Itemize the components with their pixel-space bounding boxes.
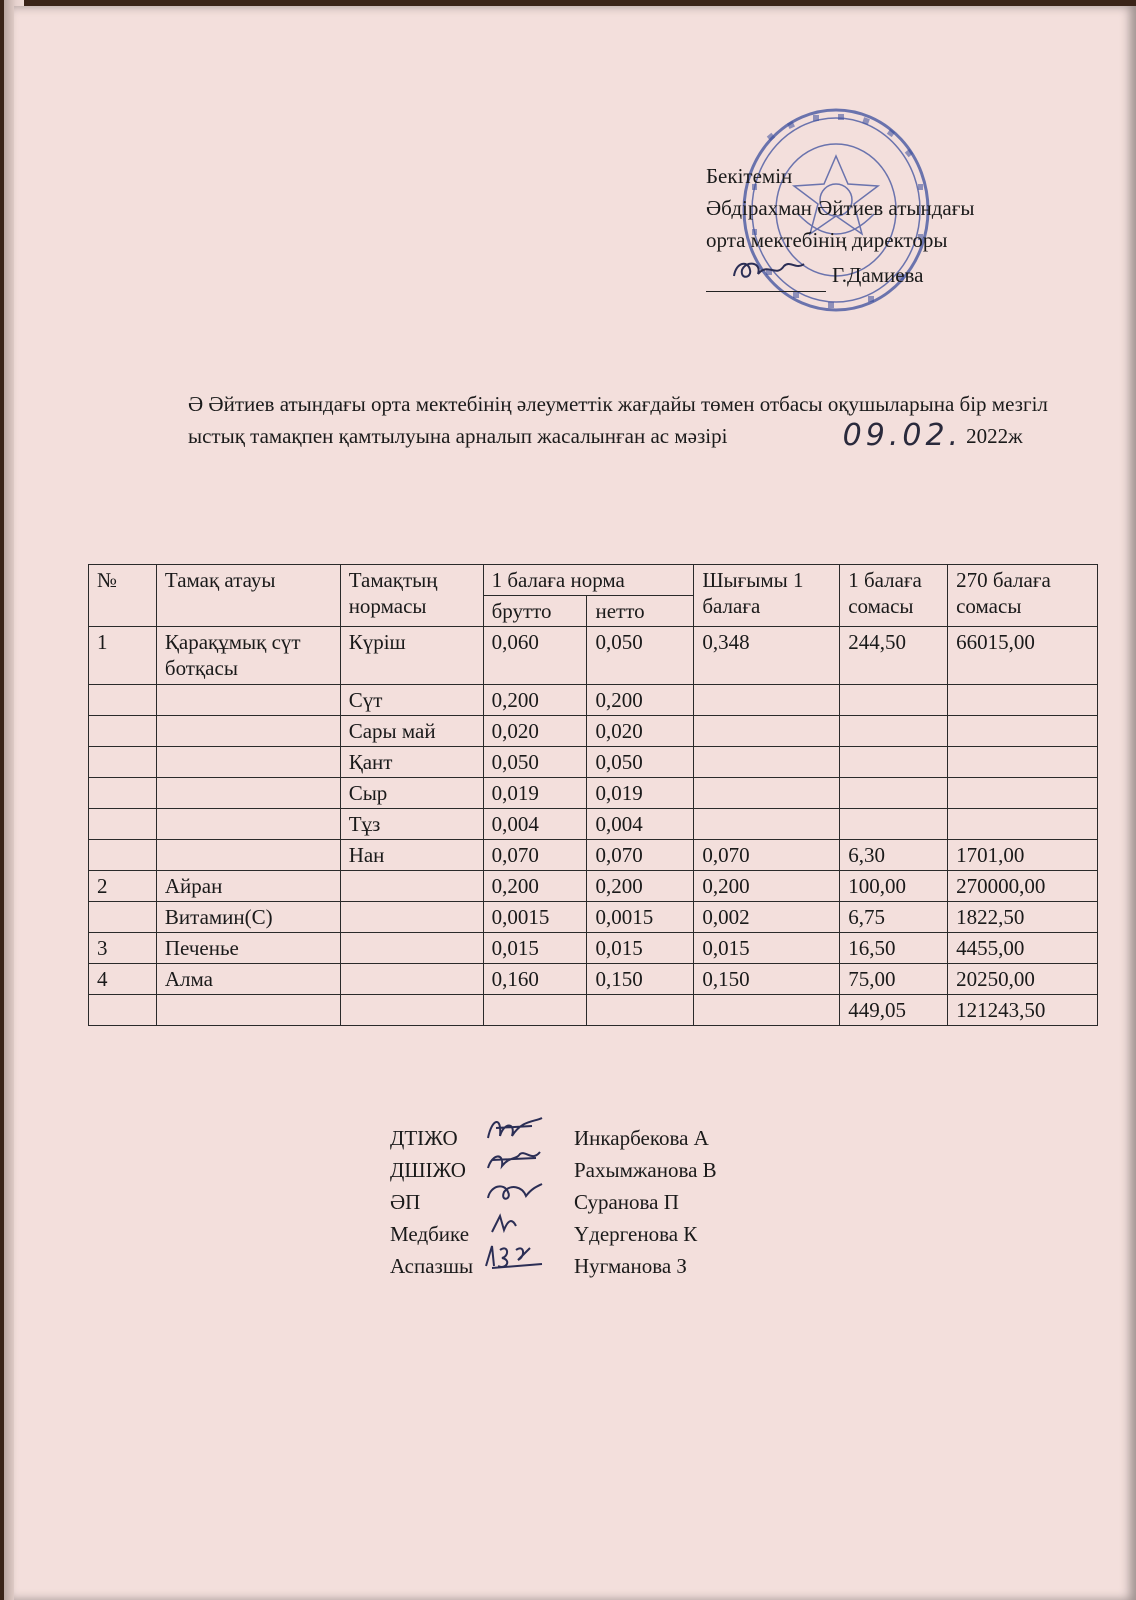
director-name: Г.Дамиева (832, 263, 924, 287)
menu-table (88, 564, 1098, 1026)
cell-output: 0,150 (694, 964, 840, 995)
cell-sum1: 75,00 (840, 964, 948, 995)
cell-norm: Қант (340, 747, 483, 778)
cell-name (156, 840, 340, 871)
cell-norm (340, 964, 483, 995)
handwritten-date: 09.02. (842, 418, 963, 453)
cell-norm: Сүт (340, 685, 483, 716)
cell-norm: Күріш (340, 627, 483, 685)
cell-output (694, 778, 840, 809)
signer-row (390, 1186, 890, 1218)
cell-norm: Сары май (340, 716, 483, 747)
cell-sum270 (948, 747, 1098, 778)
table-row (89, 840, 1098, 871)
cell-norm (340, 933, 483, 964)
cell-name: Қарақұмық сүт ботқасы (156, 627, 340, 685)
cell-brutto (483, 995, 587, 1026)
cell-output: 0,002 (694, 902, 840, 933)
cell-netto (587, 995, 694, 1026)
cell-num (89, 747, 157, 778)
header-name: Тамақ атауы (156, 565, 340, 627)
cell-brutto: 0,060 (483, 627, 587, 685)
cell-netto: 0,050 (587, 747, 694, 778)
signer-row (390, 1218, 890, 1250)
handwritten-signature-icon (482, 1178, 552, 1212)
handwritten-signature-icon (482, 1146, 552, 1180)
cell-sum270: 66015,00 (948, 627, 1098, 685)
cell-netto: 0,200 (587, 685, 694, 716)
cell-output: 0,348 (694, 627, 840, 685)
cell-name (156, 685, 340, 716)
table-body (89, 627, 1098, 1026)
cell-sum270: 20250,00 (948, 964, 1098, 995)
cell-netto: 0,019 (587, 778, 694, 809)
cell-netto: 0,015 (587, 933, 694, 964)
approval-block (706, 160, 1106, 292)
cell-norm (340, 902, 483, 933)
cell-brutto: 0,0015 (483, 902, 587, 933)
handwritten-signature-icon (482, 1242, 552, 1276)
cell-output: 0,070 (694, 840, 840, 871)
table-row (89, 627, 1098, 685)
signer-row (390, 1122, 890, 1154)
handwritten-signature-icon (482, 1210, 552, 1244)
cell-name (156, 778, 340, 809)
header-num: № (89, 565, 157, 627)
cell-sum1: 244,50 (840, 627, 948, 685)
cell-netto: 0,0015 (587, 902, 694, 933)
cell-brutto: 0,015 (483, 933, 587, 964)
table-row (89, 964, 1098, 995)
cell-num (89, 840, 157, 871)
table-row (89, 809, 1098, 840)
header-per-child: 1 балаға норма (483, 565, 694, 596)
header-output: Шығымы 1 балаға (694, 565, 840, 627)
header-brutto: брутто (483, 596, 587, 627)
approval-heading: Бекітемін (706, 164, 793, 188)
cell-sum270: 4455,00 (948, 933, 1098, 964)
cell-brutto: 0,070 (483, 840, 587, 871)
signature-underline (706, 256, 826, 292)
cell-sum270 (948, 685, 1098, 716)
cell-brutto: 0,200 (483, 871, 587, 902)
cell-sum1 (840, 747, 948, 778)
cell-sum1 (840, 685, 948, 716)
cell-output (694, 716, 840, 747)
cell-norm: Сыр (340, 778, 483, 809)
header-sum1: 1 балаға сомасы (840, 565, 948, 627)
cell-num (89, 778, 157, 809)
approval-position: орта мектебінің директоры (706, 228, 948, 252)
cell-sum1: 6,30 (840, 840, 948, 871)
cell-num: 1 (89, 627, 157, 685)
cell-sum1: 100,00 (840, 871, 948, 902)
header-norm: Тамақтың нормасы (340, 565, 483, 627)
table-row (89, 902, 1098, 933)
cell-sum270: 270000,00 (948, 871, 1098, 902)
cell-name (156, 809, 340, 840)
cell-output (694, 809, 840, 840)
signer-role: ДШІЖО (390, 1158, 466, 1182)
cell-sum1: 16,50 (840, 933, 948, 964)
cell-name: Печенье (156, 933, 340, 964)
table-row (89, 778, 1098, 809)
cell-sum270: 121243,50 (948, 995, 1098, 1026)
title-text: Ә Әйтиев атындағы орта мектебінің әлеуметтік жағдайы төмен отбасы оқушыларына бір мезгіл ыстық тамақпен қамтылуына арналып жасалынған ас мәзірі (188, 392, 1048, 448)
cell-sum1: 6,75 (840, 902, 948, 933)
header-netto: нетто (587, 596, 694, 627)
signer-name: Суранова П (574, 1190, 679, 1214)
table-header-row (89, 565, 1098, 596)
cell-sum270 (948, 809, 1098, 840)
cell-name: Витамин(С) (156, 902, 340, 933)
cell-brutto: 0,004 (483, 809, 587, 840)
cell-brutto: 0,050 (483, 747, 587, 778)
title-year: 2022ж (966, 424, 1023, 448)
handwritten-signature-icon (482, 1114, 552, 1148)
cell-num: 3 (89, 933, 157, 964)
table-row (89, 716, 1098, 747)
signer-row (390, 1250, 890, 1282)
cell-output (694, 747, 840, 778)
cell-sum1 (840, 716, 948, 747)
cell-brutto: 0,160 (483, 964, 587, 995)
cell-brutto: 0,200 (483, 685, 587, 716)
cell-netto: 0,150 (587, 964, 694, 995)
cell-name: Алма (156, 964, 340, 995)
cell-sum270 (948, 716, 1098, 747)
signer-name: Нугманова З (574, 1254, 687, 1278)
cell-name: Айран (156, 871, 340, 902)
table-row (89, 871, 1098, 902)
cell-num (89, 902, 157, 933)
cell-sum1: 449,05 (840, 995, 948, 1026)
cell-norm: Нан (340, 840, 483, 871)
cell-brutto: 0,019 (483, 778, 587, 809)
table-row (89, 747, 1098, 778)
signer-role: ӘП (390, 1190, 421, 1214)
cell-norm: Тұз (340, 809, 483, 840)
cell-output (694, 995, 840, 1026)
signer-name: Үдергенова К (574, 1222, 698, 1246)
cell-name (156, 716, 340, 747)
cell-output: 0,200 (694, 871, 840, 902)
cell-output: 0,015 (694, 933, 840, 964)
cell-norm (340, 871, 483, 902)
signer-role: Аспазшы (390, 1254, 474, 1278)
cell-output (694, 685, 840, 716)
signer-row (390, 1154, 890, 1186)
table-row (89, 685, 1098, 716)
cell-sum1 (840, 809, 948, 840)
signer-role: ДТІЖО (390, 1126, 458, 1150)
cell-norm (340, 995, 483, 1026)
cell-sum270 (948, 778, 1098, 809)
cell-num (89, 685, 157, 716)
cell-sum1 (840, 778, 948, 809)
table-row (89, 995, 1098, 1026)
approval-school: Әбдірахман Әйтиев атындағы (706, 196, 975, 220)
cell-brutto: 0,020 (483, 716, 587, 747)
cell-num (89, 995, 157, 1026)
cell-netto: 0,004 (587, 809, 694, 840)
document-title (188, 390, 1088, 451)
cell-netto: 0,070 (587, 840, 694, 871)
cell-sum270: 1822,50 (948, 902, 1098, 933)
director-signature-icon (706, 256, 826, 282)
cell-num (89, 716, 157, 747)
signer-role: Медбике (390, 1222, 470, 1246)
signer-name: Рахымжанова В (574, 1158, 717, 1182)
cell-netto: 0,020 (587, 716, 694, 747)
cell-name (156, 995, 340, 1026)
cell-netto: 0,200 (587, 871, 694, 902)
header-sum270: 270 балаға сомасы (948, 565, 1098, 627)
table-row (89, 933, 1098, 964)
cell-num: 4 (89, 964, 157, 995)
approval-signature-line (706, 256, 1106, 292)
signers-block (390, 1122, 890, 1282)
cell-num: 2 (89, 871, 157, 902)
cell-name (156, 747, 340, 778)
signer-name: Инкарбекова А (574, 1126, 709, 1150)
cell-netto: 0,050 (587, 627, 694, 685)
cell-sum270: 1701,00 (948, 840, 1098, 871)
cell-num (89, 809, 157, 840)
